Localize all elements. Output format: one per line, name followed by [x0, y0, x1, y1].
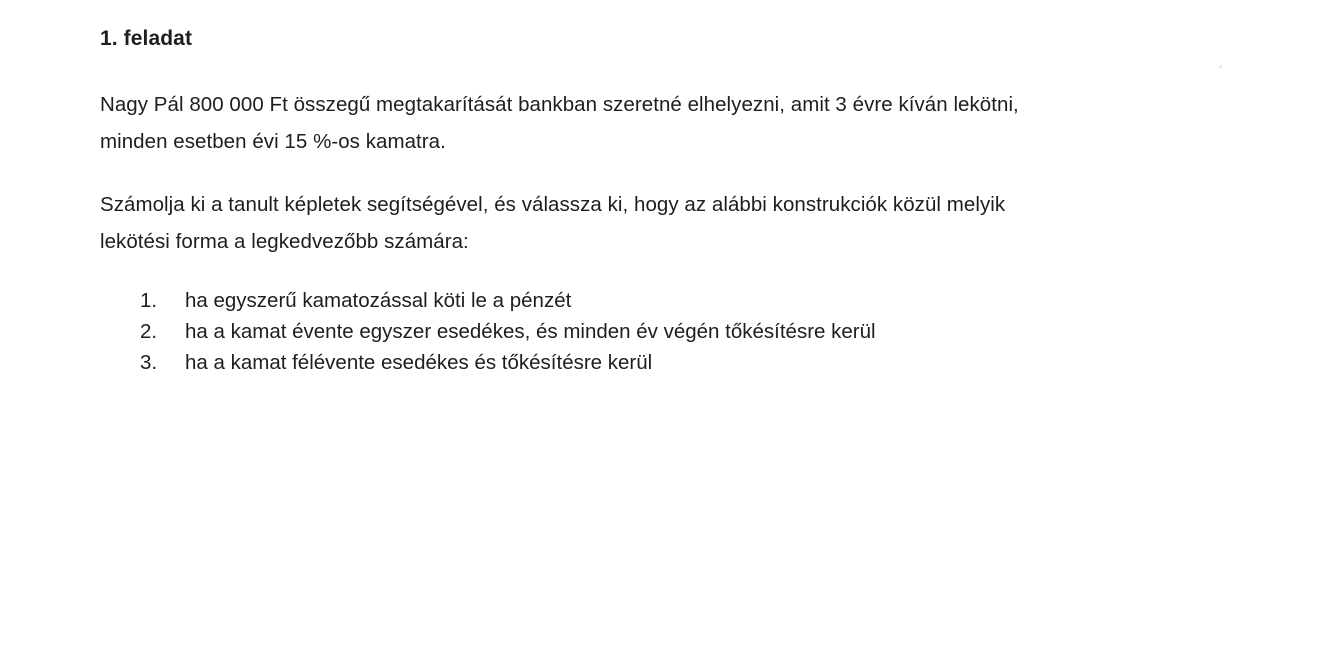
instruction-line-2: lekötési forma a legkedvezőbb számára:: [100, 230, 469, 253]
option-item: [140, 347, 876, 378]
option-text: ha egyszerű kamatozással köti le a pénzét: [185, 289, 572, 312]
option-number: 3.: [140, 351, 158, 374]
option-text: ha a kamat évente egyszer esedékes, és minden év végén tőkésítésre kerül: [185, 320, 876, 343]
scan-speck: [1219, 65, 1222, 68]
intro-paragraph: [100, 86, 1220, 160]
option-number: 2.: [140, 320, 158, 343]
intro-line-1: Nagy Pál 800 000 Ft összegű megtakarítását bankban szeretné elhelyezni, amit 3 évre kíván lekötni,: [100, 93, 1019, 116]
instruction-paragraph: [100, 186, 1220, 260]
option-item: [140, 285, 876, 316]
option-text: ha a kamat félévente esedékes és tőkésítésre kerül: [185, 351, 653, 374]
task-heading: 1. feladat: [100, 27, 193, 50]
intro-line-2: minden esetben évi 15 %-os kamatra.: [100, 130, 446, 153]
option-list: [140, 285, 876, 378]
option-item: [140, 316, 876, 347]
instruction-line-1: Számolja ki a tanult képletek segítségével, és válassza ki, hogy az alábbi konstrukciók közül melyik: [100, 193, 1006, 216]
option-number: 1.: [140, 289, 158, 312]
